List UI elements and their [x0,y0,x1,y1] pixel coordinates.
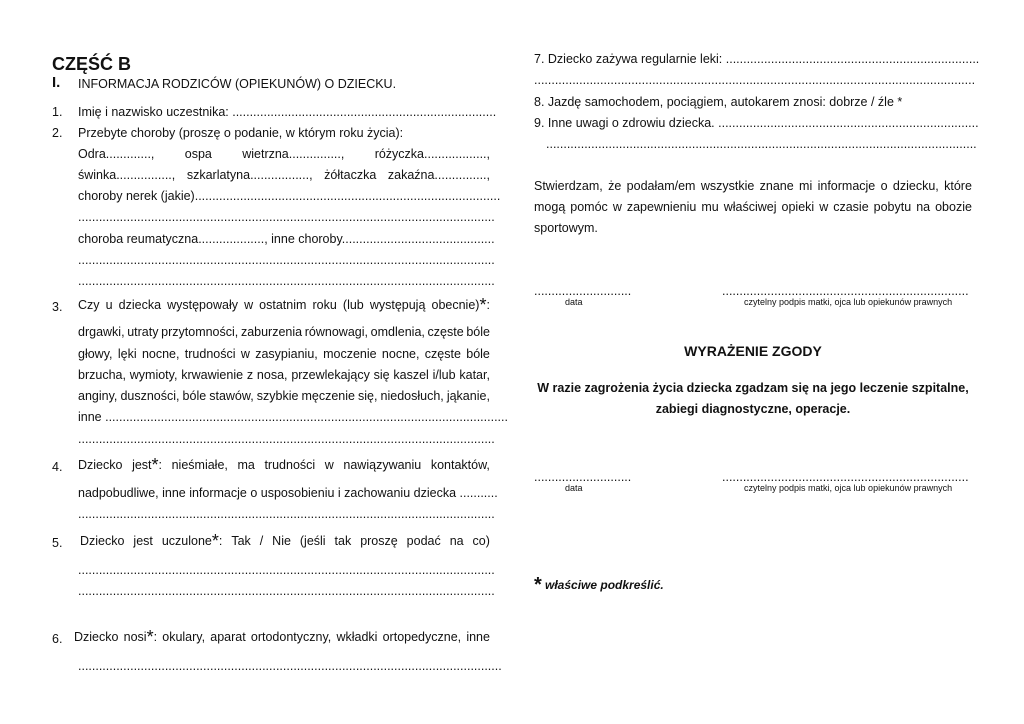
statement-row-1 [534,179,972,193]
date-line-2: ............................ [534,470,632,484]
word: dziecka [118,298,162,312]
word: w [244,298,254,312]
word: nieśmiałe, [171,458,228,472]
word: jest*: [132,455,163,475]
word: okulary, [162,630,206,644]
q1-text: Imię i nazwisko uczestnika: ............................................................................ [78,105,497,119]
word: bóle [182,389,207,403]
word: szkarlatyna................., [186,168,313,182]
word: głowy, [78,347,113,361]
q2-row-7: ........................................................................................................................ [78,274,495,288]
word: nosi*: [123,627,158,647]
word: ortopedyczne, [382,630,462,644]
word: Tak [231,534,251,548]
word: jest [133,534,153,548]
word: duszności, [120,389,180,403]
q4-row-2: nadpobudliwe, inne informacje o usposobieniu i zachowaniu dziecka ........... [78,486,498,500]
word: Stwierdzam, [534,179,603,193]
word: znane [759,179,794,193]
section-number: I. [52,74,61,91]
word: nocne, [141,347,180,361]
word: tak [334,534,352,548]
word: podałam/em [626,179,696,193]
word: obozie [935,200,972,214]
word: mi [799,179,813,193]
word: ma [237,458,255,472]
word: uczulone*: [161,531,223,551]
word: nocne, [381,347,420,361]
word: bóle [466,347,490,361]
q8-text: 8. Jazdę samochodem, pociągiem, autokarem znosi: dobrze / źle * [534,95,903,109]
word: inne [466,630,490,644]
word: / [259,534,264,548]
word: kaszel [393,368,429,382]
word: lęki [117,347,137,361]
q3-row-7: ........................................................................................................................ [78,432,495,446]
word: wkładki [336,630,378,644]
word: omdlenia, [370,325,425,339]
word: Dziecko [80,534,125,548]
word: mu [701,200,719,214]
word: wietrzna..............., [242,147,345,161]
q3-row-6: inne .................................................................................................................... [78,410,508,424]
word: przytomności, [161,325,239,339]
q3-row-5 [78,389,490,403]
word: (lub [342,298,364,312]
q3-row-4 [78,368,490,382]
word: u [105,298,113,312]
word: dziecku, [892,179,939,193]
word: się [373,368,390,382]
word: Dziecko [74,630,119,644]
word: częste [424,347,461,361]
word: z [246,368,254,382]
footnote-text: właściwe podkreślić. [545,578,664,592]
word: właściwej [723,200,777,214]
q9-text: 9. Inne uwagi o zdrowiu dziecka. ........................................................................... [534,116,979,130]
word: utraty [127,325,159,339]
word: zakaźna..............., [387,168,490,182]
word: czasie [833,200,869,214]
q2-row-1 [78,147,490,161]
word: katar, [459,368,490,382]
signature-line-2: ....................................................................... [722,470,969,484]
word: że [608,179,622,193]
q2-row-6: ........................................................................................................................ [78,253,495,267]
signature-label-2: czytelny podpis matki, ojca lub opiekunów prawnych [744,483,953,493]
q2-text: Przebyte choroby (proszę o podanie, w którym roku życia): [78,126,404,140]
consent-line-2: zabiegi diagnostyczne, operacje. [655,402,851,416]
word: stawów, [209,389,254,403]
asterisk-mark: * [151,455,159,475]
q2-row-4: ........................................................................................................................ [78,210,495,224]
word: o [880,179,888,193]
word: roku [312,298,337,312]
asterisk-mark: * [211,531,219,551]
word: szybkie [256,389,299,403]
word: informacje [817,179,876,193]
q2-row-3: choroby nerek (jakie)........................................................................................ [78,189,501,203]
word: obecnie)*: [431,295,490,315]
word: podać [406,534,441,548]
word: kontaktów, [430,458,490,472]
q3-row-2 [78,325,490,339]
asterisk-mark: * [479,295,487,315]
word: opieki [781,200,815,214]
word: trudności [264,458,316,472]
word: częste [427,325,464,339]
word: nawiązywaniu [343,458,422,472]
word: w [612,200,622,214]
date-line-1: ............................ [534,284,632,298]
q7-text: 7. Dziecko zażywa regularnie leki: ......................................................................... [534,52,980,66]
word: równowagi, [304,325,368,339]
q7-line: ............................................................................................................................... [534,73,976,87]
q6-number: 6. [52,632,63,646]
date-label-1: data [565,297,583,307]
word: nosa, [256,368,288,382]
asterisk-mark: * [146,627,154,647]
signature-label-1: czytelny podpis matki, ojca lub opiekunów prawnych [744,297,953,307]
q2-row-2 [78,168,490,182]
word: brzucha, [78,368,126,382]
word: (jeśli [299,534,326,548]
q3-row-1 [78,295,490,315]
word: zaburzenia [240,325,303,339]
word: świnka................, [78,168,176,182]
section-title: INFORMACJA RODZICÓW (OPIEKUNÓW) O DZIECKU. [78,77,397,91]
word: w [819,200,829,214]
word: trudności [184,347,236,361]
page-heading: CZĘŚĆ B [52,54,132,74]
word: na [449,534,464,548]
signature-line-1: ....................................................................... [722,284,969,298]
q5-row-3: ........................................................................................................................ [78,584,495,598]
word: zasypianiu, [255,347,318,361]
word: Nie [272,534,291,548]
word: które [944,179,972,193]
word: i/lub [432,368,456,382]
word: różyczka.................., [374,147,490,161]
q2-number: 2. [52,126,63,140]
footnote-star: * [534,574,542,596]
word: jąkanie, [446,389,490,403]
word: występowały [167,298,238,312]
q1-number: 1. [52,105,63,119]
word: ostatnim [259,298,307,312]
word: przewlekający [291,368,370,382]
word: Odra............., [78,147,155,161]
q5-row-2: ........................................................................................................................ [78,563,495,577]
q6-row-2: .......................................................................................................................... [78,659,502,673]
word: pomóc [570,200,608,214]
word: się, [358,389,378,403]
word: pobytu [873,200,912,214]
word: ospa [184,147,212,161]
word: w [240,347,250,361]
word: ortodontyczny, [250,630,332,644]
word: żółtaczka [324,168,377,182]
date-label-2: data [565,483,583,493]
word: Dziecko [78,458,123,472]
word: proszę [360,534,398,548]
word: drgawki, [78,325,125,339]
word: na [916,200,931,214]
word: wymioty, [129,368,178,382]
q3-number: 3. [52,300,63,314]
statement-row-3: sportowym. [534,221,598,235]
q6-row-1 [74,627,490,647]
word: wszystkie [700,179,755,193]
word: Czy [78,298,100,312]
q4-row-3: ........................................................................................................................ [78,507,495,521]
word: występują [369,298,426,312]
word: mogą [534,200,566,214]
word: anginy, [78,389,118,403]
word: męczenie [301,389,355,403]
word: aparat [210,630,246,644]
q9-line: ............................................................................................................................ [546,137,977,151]
consent-title: WYRAŻENIE ZGODY [684,343,822,359]
q4-row-1 [78,455,490,475]
word: niedosłuch, [380,389,444,403]
word: bóle [466,325,490,339]
word: moczenie [323,347,377,361]
q5-number: 5. [52,536,63,550]
word: co) [472,534,490,548]
word: krwawienie [181,368,244,382]
q5-row-1 [80,531,490,551]
q2-row-5: choroba reumatyczna..................., inne choroby............................................ [78,232,495,246]
word: w [324,458,334,472]
statement-row-2 [534,200,972,214]
q3-row-3 [78,347,490,361]
word: zapewnieniu [626,200,697,214]
q4-number: 4. [52,460,63,474]
consent-line-1: W razie zagrożenia życia dziecka zgadzam się na jego leczenie szpitalne, [537,381,969,395]
